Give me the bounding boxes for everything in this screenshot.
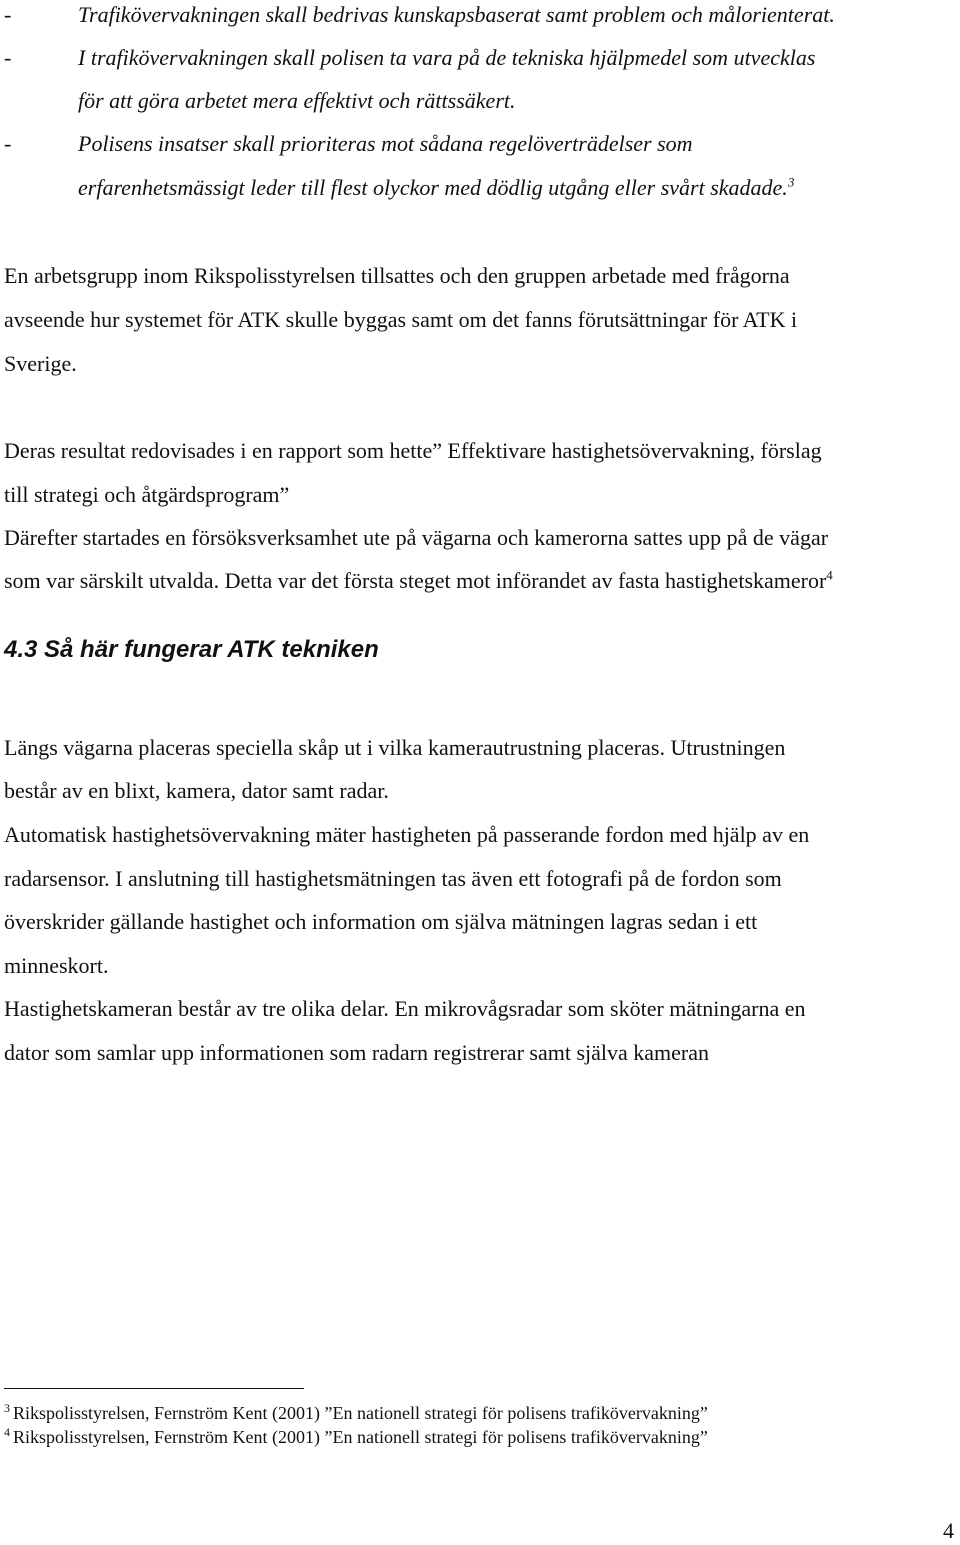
paragraph-3-line-4: radarsensor. I anslutning till hastighetsmätningen tas även ett fotografi på de fordon som — [4, 866, 782, 891]
footnote-4: $^4$ Rikspolisstyrelsen, Fernström Kent (2001) ”En nationell strategi för polisens trafikövervakning” — [4, 1425, 708, 1447]
bullet-item-3-cont: erfarenhetsmässigt leder till flest olyckor med dödlig utgång eller svårt skadade.$^3$ — [78, 174, 795, 200]
paragraph-2-line-4: som var särskilt utvalda. Detta var det första steget mot införandet av fasta hastighetskameror$^4$ — [4, 567, 833, 593]
paragraph-1-line-2: avseende hur systemet för ATK skulle byggas samt om det fanns förutsättningar för ATK i — [4, 307, 798, 332]
section-heading: 4.3 Så här fungerar ATK tekniken — [4, 636, 379, 663]
paragraph-1-line-3: Sverige. — [4, 351, 77, 376]
paragraph-3-line-2: består av en blixt, kamera, dator samt radar. — [4, 778, 389, 803]
paragraph-2-line-3: Därefter startades en försöksverksamhet ute på vägarna och kamerorna sattes upp på de vägar — [4, 525, 829, 550]
footnote-divider — [4, 1388, 304, 1389]
paragraph-1-line-1: En arbetsgrupp inom Rikspolisstyrelsen tillsattes och den gruppen arbetade med frågorna — [4, 263, 790, 288]
bullet-item-2-cont: för att göra arbetet mera effektivt och rättssäkert. — [78, 88, 516, 113]
footnote-ref-3[interactable]: 3 — [787, 174, 795, 190]
paragraph-3-line-8: dator som samlar upp informationen som radarn registrerar samt själva kameran — [4, 1040, 709, 1065]
paragraph-3-line-7: Hastighetskameran består av tre olika delar. En mikrovågsradar som sköter mätningarna en — [4, 996, 806, 1021]
document-page: - Trafikövervakningen skall bedrivas kunskapsbaserat samt problem och målorienterat. - I trafikövervakningen skall polisen ta vara på de tekniska hjälpmedel som utvecklas för att göra arbetet mera effektivt och rättssäkert. - Polisens insatser skall prioriteras mot sådana regelöverträdelser som erfarenhetsmässigt leder till flest olyckor med dödlig utgång eller svårt skadade.$^3$ En arbetsgrupp inom Rikspolisstyrelsen tillsattes och den gruppen arbetade med frågorna avseende hur systemet för ATK skulle byggas samt om det fanns förutsättningar för ATK i Sverige. Deras resultat redovisades i en rapport som hette” Effektivare hastighetsövervakning, förslag till strategi och åtgärdsprogram” Därefter startades en försöksverksamhet ute på vägarna och kamerorna sattes upp på de vägar som var särskilt utvalda. Detta var det första steget mot införandet av fasta hastighetskameror$^4$ 4.3 Så här fungerar ATK tekniken Längs vägarna placeras speciella skåp ut i vilka kamerautrustning placeras. Utrustningen består av en blixt, kamera, dator samt radar. Automatisk hastighetsövervakning mäter hastigheten på passerande fordon med hjälp av en radarsensor. I anslutning till hastighetsmätningen tas även ett fotografi på de fordon som överskrider gällande hastighet och information om själva mätningen lagras sedan i ett minneskort. Hastighetskameran består av tre olika delar. En mikrovågsradar som sköter mätningarna en dator som samlar upp informationen som radarn registrerar samt själva kameran $^3$ Rikspolisstyrelsen, Fernström Kent (2001) ”En nationell strategi för polisens trafikövervakning” $^4$ Rikspolisstyrelsen, Fernström Kent (2001) ”En nationell strategi för polisens trafikövervakning” 4 — [4, 2, 954, 1543]
paragraph-2-line-1: Deras resultat redovisades i en rapport som hette” Effektivare hastighetsövervakning, förslag — [4, 438, 822, 463]
page-number: 4 — [943, 1518, 954, 1543]
paragraph-2-line-2: till strategi och åtgärdsprogram” — [4, 482, 290, 507]
paragraph-3-line-5: överskrider gällande hastighet och information om själva mätningen lagras sedan i ett — [4, 909, 758, 934]
footnote-ref-4[interactable]: 4 — [826, 567, 833, 583]
paragraph-3-line-6: minneskort. — [4, 953, 109, 978]
paragraph-3-line-3: Automatisk hastighetsövervakning mäter hastigheten på passerande fordon med hjälp av en — [4, 822, 810, 847]
paragraph-3-line-1: Längs vägarna placeras speciella skåp ut i vilka kamerautrustning placeras. Utrustningen — [4, 735, 786, 760]
footnote-3: $^3$ Rikspolisstyrelsen, Fernström Kent (2001) ”En nationell strategi för polisens trafikövervakning” — [4, 1401, 708, 1423]
